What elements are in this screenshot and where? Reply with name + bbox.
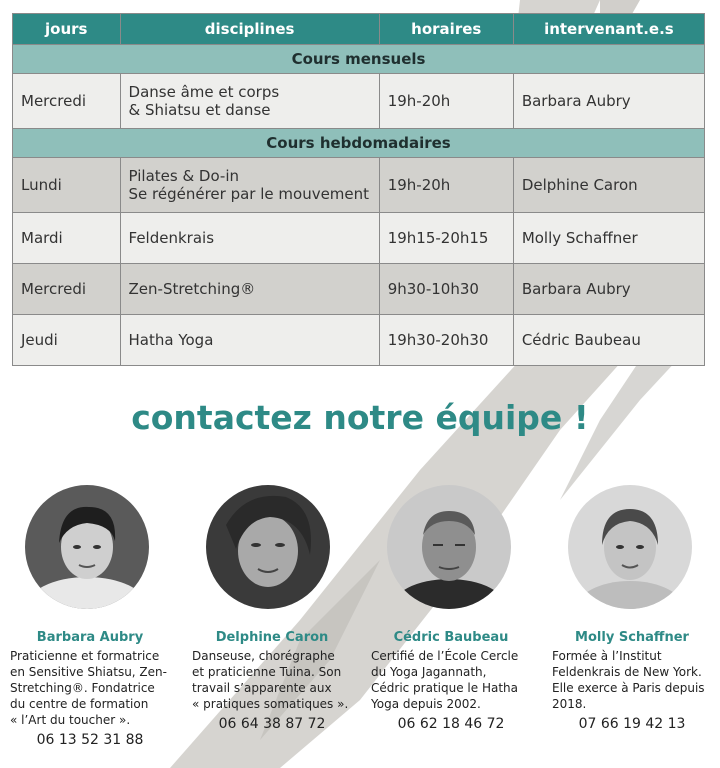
profile-bio-line: et praticienne Tuina. Son [192, 665, 342, 679]
avatar-cedric-baubeau [387, 485, 511, 609]
profile-bio-line: Elle exerce à Paris depuis [552, 681, 705, 695]
profile-bio-line: « pratiques somatiques ». [192, 697, 349, 711]
schedule-table [12, 13, 705, 366]
section-title: Cours hebdomadaires [13, 129, 705, 158]
day-cell: Mercredi [13, 264, 121, 315]
profile-name: Molly Schaffner [575, 630, 689, 645]
discipline-cell [120, 74, 379, 129]
discipline-line: Danse âme et corps [128, 83, 280, 101]
header-intervenants: intervenant.e.s [513, 14, 704, 45]
teacher-cell: Barbara Aubry [513, 264, 704, 315]
teacher-cell: Delphine Caron [513, 158, 704, 213]
profile-name: Delphine Caron [215, 630, 329, 645]
avatar-delphine-caron [206, 485, 330, 609]
profile-bio-line: Stretching®. Fondatrice [10, 681, 155, 695]
time-cell: 19h30-20h30 [379, 315, 513, 366]
table-row [13, 213, 705, 264]
profile-bio-line: Feldenkrais de New York. [552, 665, 702, 679]
discipline-line: Pilates & Do-in [128, 167, 240, 185]
section-row-monthly [13, 45, 705, 74]
profile-phone[interactable]: 06 62 18 46 72 [397, 716, 505, 732]
discipline-cell: Feldenkrais [120, 213, 379, 264]
day-cell: Mercredi [13, 74, 121, 129]
profile-delphine-caron [192, 630, 352, 732]
profile-bio-line: Praticienne et formatrice [10, 649, 160, 663]
profile-bio-line: 2018. [552, 697, 587, 711]
teacher-cell: Barbara Aubry [513, 74, 704, 129]
discipline-cell [120, 158, 379, 213]
profile-cedric-baubeau [371, 630, 531, 732]
avatar-barbara-aubry [25, 485, 149, 609]
time-cell: 19h-20h [379, 158, 513, 213]
profile-bio-line: du Yoga Jagannath, [371, 665, 487, 679]
discipline-line: & Shiatsu et danse [128, 101, 271, 119]
time-cell: 9h30-10h30 [379, 264, 513, 315]
avatar-molly-schaffner [568, 485, 692, 609]
table-row [13, 315, 705, 366]
discipline-line: Se régénérer par le mouvement [128, 185, 370, 203]
discipline-cell: Hatha Yoga [120, 315, 379, 366]
profile-bio-line: du centre de formation [10, 697, 149, 711]
day-cell: Jeudi [13, 315, 121, 366]
profile-phone[interactable]: 07 66 19 42 13 [578, 716, 686, 732]
table-row [13, 74, 705, 129]
profile-molly-schaffner [552, 630, 712, 732]
profile-phone[interactable]: 06 13 52 31 88 [36, 732, 144, 748]
day-cell: Mardi [13, 213, 121, 264]
section-title: Cours mensuels [13, 45, 705, 74]
time-cell: 19h-20h [379, 74, 513, 129]
profile-name: Barbara Aubry [36, 630, 144, 645]
time-cell: 19h15-20h15 [379, 213, 513, 264]
contact-title: contactez notre équipe ! [131, 398, 589, 437]
header-jours: jours [13, 14, 121, 45]
day-cell: Lundi [13, 158, 121, 213]
profile-name: Cédric Baubeau [393, 630, 509, 645]
profile-bio-line: Formée à l’Institut [552, 649, 662, 663]
profile-bio-line: en Sensitive Shiatsu, Zen- [10, 665, 167, 679]
profile-bio-line: Certifié de l’École Cercle [371, 649, 519, 663]
profile-bio-line: travail s’apparente aux [192, 681, 332, 695]
profile-phone[interactable]: 06 64 38 87 72 [218, 716, 326, 732]
teacher-cell: Molly Schaffner [513, 213, 704, 264]
discipline-cell: Zen-Stretching® [120, 264, 379, 315]
profile-bio-line: Yoga depuis 2002. [371, 697, 481, 711]
profile-bio-line: Danseuse, chorégraphe [192, 649, 335, 663]
profile-bio-line: Cédric pratique le Hatha [371, 681, 518, 695]
profile-barbara-aubry [10, 630, 170, 748]
table-row [13, 158, 705, 213]
teacher-cell: Cédric Baubeau [513, 315, 704, 366]
table-row [13, 264, 705, 315]
profile-bio-line: « l’Art du toucher ». [10, 713, 131, 727]
header-horaires: horaires [379, 14, 513, 45]
section-row-weekly [13, 129, 705, 158]
header-disciplines: disciplines [120, 14, 379, 45]
table-header-row [13, 14, 705, 45]
